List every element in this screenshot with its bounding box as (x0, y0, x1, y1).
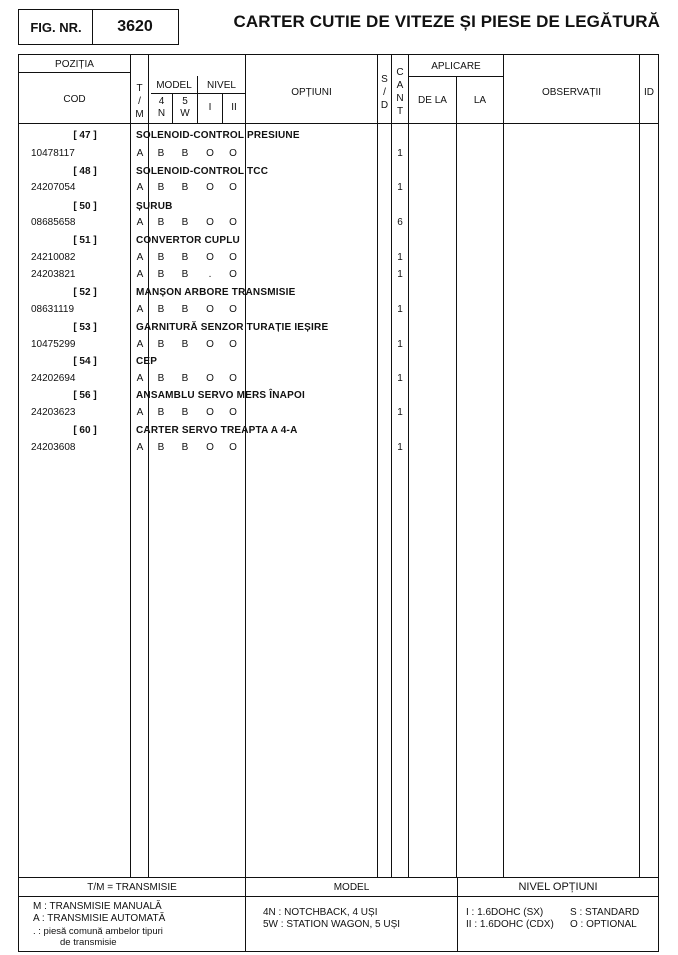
tm-value: A (136, 182, 144, 193)
quantity-value: 1 (397, 373, 403, 384)
part-name: GARNITURĂ SENZOR TURAȚIE IEȘIRE (136, 322, 329, 333)
legend-title-underline (19, 896, 658, 897)
part-row (0, 337, 678, 354)
model-4n-value: B (157, 407, 165, 418)
model-4n-value: B (157, 442, 165, 453)
part-row (0, 146, 678, 163)
aplicare-header: APLICARE (431, 61, 481, 72)
model-5w-value: B (181, 442, 189, 453)
quantity-value: 6 (397, 217, 403, 228)
part-row (0, 250, 678, 267)
legend-model-4n: 4N : NOTCHBACK, 4 UȘI (263, 907, 378, 918)
nivel-ii-value: O (229, 339, 237, 350)
pozitia-underline (19, 72, 130, 73)
model-5w-value: B (181, 182, 189, 193)
part-name: SOLENOID-CONTROL PRESIUNE (136, 130, 300, 141)
part-code: 08631119 (31, 304, 75, 315)
model-5w-value: B (181, 407, 189, 418)
nivel-i-value: O (206, 304, 214, 315)
part-code: 10478117 (31, 148, 75, 159)
nivel-i-header: I (208, 102, 212, 113)
tm-header-t: T (136, 83, 143, 94)
position-number: [ 50 ] (73, 201, 97, 212)
part-row (0, 440, 678, 457)
model-5w-value: B (181, 304, 189, 315)
legend-tm-auto: A : TRANSMISIE AUTOMATĂ (33, 913, 166, 924)
part-name: SOLENOID-CONTROL TCC (136, 166, 269, 177)
tm-top-line (148, 55, 149, 76)
position-number: [ 60 ] (73, 425, 97, 436)
quantity-value: 1 (397, 182, 403, 193)
part-code: 24203821 (31, 269, 76, 280)
legend-nivel-title: NIVEL OPȚIUNI (518, 881, 598, 893)
cant-header-c: C (396, 67, 404, 78)
model-nivel-underline (151, 93, 245, 94)
legend-model-title: MODEL (333, 882, 370, 893)
tm-value: A (136, 304, 144, 315)
nivel-i-value: O (206, 442, 214, 453)
nivel-i-value: O (206, 182, 214, 193)
model-4n-value: B (157, 339, 165, 350)
model-4n-value: B (157, 252, 165, 263)
quantity-value: 1 (397, 407, 403, 418)
legend-nivel-ii: II : 1.6DOHC (CDX) (466, 919, 554, 930)
fig-label: FIG. NR. (30, 19, 82, 35)
position-row (0, 233, 678, 250)
position-row (0, 423, 678, 440)
tm-value: A (136, 252, 144, 263)
quantity-value: 1 (397, 339, 403, 350)
model-5-header: 5 (182, 96, 188, 107)
model-4n-value: B (157, 148, 165, 159)
legend-nivel-i: I : 1.6DOHC (SX) (466, 907, 544, 918)
sd-header-d: D (380, 100, 389, 111)
nivel-i-value: O (206, 373, 214, 384)
tm-header-m: M (135, 109, 144, 120)
model-4n-value: B (157, 182, 165, 193)
model-header: MODEL (156, 80, 192, 91)
model-n-header: N (157, 108, 166, 119)
position-number: [ 48 ] (73, 166, 97, 177)
model-5w-value: B (181, 252, 189, 263)
nivel-ii-value: O (229, 442, 237, 453)
model-4n-value: B (157, 269, 165, 280)
model-4n-value: B (157, 217, 165, 228)
part-row (0, 267, 678, 284)
position-row (0, 388, 678, 405)
quantity-value: 1 (397, 148, 403, 159)
nivel-i-value: . (208, 269, 212, 280)
model-5w-value: B (181, 373, 189, 384)
la-header: LA (473, 95, 487, 106)
position-number: [ 54 ] (73, 356, 97, 367)
cant-header-t: T (396, 106, 404, 117)
nivel-i-value: O (206, 407, 214, 418)
part-name: CEP (136, 356, 158, 367)
nivel-ii-header: II (231, 102, 237, 113)
tm-value: A (136, 148, 144, 159)
model-5w-value: B (181, 148, 189, 159)
position-number: [ 47 ] (73, 130, 97, 141)
part-name: MANȘON ARBORE TRANSMISIE (136, 287, 296, 298)
sd-header-slash: / (383, 87, 386, 98)
cod-header: COD (63, 94, 86, 105)
legend-tm-manual: M : TRANSMISIE MANUALĂ (33, 901, 162, 912)
model-4-header: 4 (158, 96, 165, 107)
part-row (0, 215, 678, 232)
tm-value: A (136, 407, 144, 418)
nivel-header: NIVEL (207, 80, 236, 91)
nivel-i-value: O (206, 217, 214, 228)
observatii-header: OBSERVAȚII (541, 87, 602, 98)
position-number: [ 52 ] (73, 287, 97, 298)
position-row (0, 354, 678, 371)
part-name: CONVERTOR CUPLU (136, 235, 240, 246)
legend-tm-title: T/M = TRANSMISIE (87, 882, 177, 893)
legend-standard: S : STANDARD (570, 907, 640, 918)
nivel-ii-value: O (229, 217, 237, 228)
part-code: 08685658 (31, 217, 76, 228)
quantity-value: 1 (397, 252, 403, 263)
position-row (0, 320, 678, 337)
nivel-ii-value: O (229, 269, 237, 280)
part-name: CARTER SERVO TREAPTA A 4-A (136, 425, 298, 436)
nivel-i-value: O (206, 252, 214, 263)
model-4n-value: B (157, 373, 165, 384)
legend-model-5w: 5W : STATION WAGON, 5 UȘI (263, 919, 401, 930)
part-name: ANSAMBLU SERVO MERS ÎNAPOI (136, 390, 305, 401)
nivel-ii-value: O (229, 148, 237, 159)
header-bottom-line (19, 123, 658, 124)
dela-header: DE LA (418, 95, 447, 106)
position-row (0, 128, 678, 145)
tm-value: A (136, 269, 144, 280)
quantity-value: 1 (397, 442, 403, 453)
quantity-value: 1 (397, 304, 403, 315)
cant-header-n: N (396, 93, 404, 104)
id-header: ID (644, 87, 654, 98)
nivel-ii-value: O (229, 182, 237, 193)
nivel-ii-value: O (229, 373, 237, 384)
model-5w-value: B (181, 339, 189, 350)
nivel-ii-value: O (229, 252, 237, 263)
fig-number: 3620 (117, 18, 153, 35)
part-name: ȘURUB (136, 201, 173, 212)
tm-header-slash: / (138, 96, 141, 107)
tm-value: A (136, 217, 144, 228)
quantity-value: 1 (397, 269, 403, 280)
pozitia-header: POZIȚIA (55, 59, 94, 70)
tm-value: A (136, 373, 144, 384)
part-code: 24202694 (31, 373, 76, 384)
model-4n-value: B (157, 304, 165, 315)
part-row (0, 371, 678, 388)
legend-optional: O : OPTIONAL (570, 919, 637, 930)
nivel-ii-value: O (229, 304, 237, 315)
model-5w-value: B (181, 269, 189, 280)
position-number: [ 56 ] (73, 390, 97, 401)
part-code: 24207054 (31, 182, 76, 193)
part-row (0, 302, 678, 319)
model-5w-value: B (181, 217, 189, 228)
page-title: CARTER CUTIE DE VITEZE ȘI PIESE DE LEGĂTURĂ (233, 12, 660, 31)
legend-tm-common: . : piesă comună ambelor tipuri (33, 926, 163, 937)
sd-header-s: S (381, 74, 388, 85)
position-row (0, 164, 678, 181)
model-w-header: W (180, 108, 190, 119)
part-code: 24203608 (31, 442, 76, 453)
cant-header-a: A (396, 80, 404, 91)
position-row (0, 285, 678, 302)
position-number: [ 51 ] (73, 235, 97, 246)
nivel-ii-value: O (229, 407, 237, 418)
position-row (0, 199, 678, 216)
tm-value: A (136, 339, 144, 350)
nivel-i-value: O (206, 339, 214, 350)
part-code: 24210082 (31, 252, 76, 263)
nivel-i-value: O (206, 148, 214, 159)
part-code: 10475299 (31, 339, 76, 350)
part-row (0, 405, 678, 422)
legend-tm-common-cont: de transmisie (60, 937, 117, 948)
position-number: [ 53 ] (73, 322, 97, 333)
optiuni-header: OPȚIUNI (291, 87, 332, 98)
tm-value: A (136, 442, 144, 453)
part-row (0, 180, 678, 197)
part-code: 24203623 (31, 407, 76, 418)
